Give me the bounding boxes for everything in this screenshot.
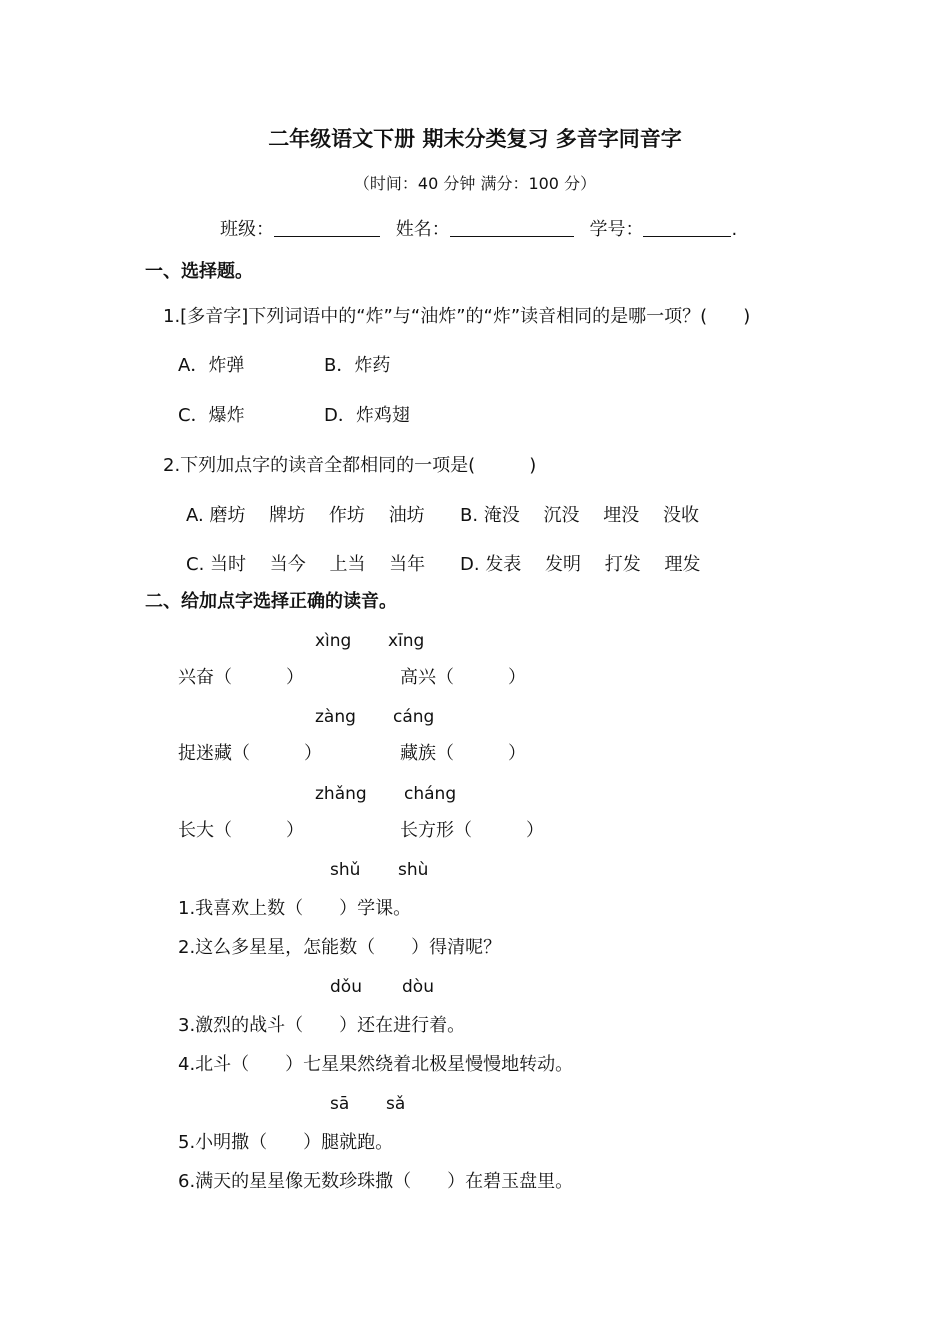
- g4-pinyin-1: shǔ: [330, 860, 361, 880]
- g5-pinyin-1: dǒu: [330, 977, 362, 997]
- q1-text: 1.[多音字]下列词语中的“炸”与“油炸”的“炸”读音相同的是哪一项？( ): [163, 306, 751, 327]
- g2-word-1: 捉迷藏（ ）: [178, 743, 322, 764]
- class-label: 班级：: [220, 219, 274, 240]
- name-blank[interactable]: [450, 218, 574, 237]
- g1-word-2: 高兴（ ）: [400, 667, 526, 688]
- id-blank[interactable]: [643, 218, 731, 237]
- q1-option-a: A．炸弹: [178, 355, 245, 376]
- g6-sentence-1: 5.小明撒（ ）腿就跑。: [178, 1132, 394, 1153]
- g3-word-1: 长大（ ）: [178, 820, 304, 841]
- q1-option-b: B．炸药: [324, 355, 391, 376]
- q1-option-c: C．爆炸: [178, 405, 245, 426]
- g6-pinyin-2: sǎ: [386, 1094, 406, 1114]
- g4-pinyin-2: shù: [398, 860, 429, 880]
- g1-pinyin-1: xìng: [315, 631, 352, 651]
- q1-option-d: D．炸鸡翅: [324, 405, 410, 426]
- g3-pinyin-1: zhǎng: [315, 784, 367, 804]
- class-blank[interactable]: [274, 218, 380, 237]
- q2-option-a: A. 磨坊 牌坊 作坊 油坊: [186, 505, 425, 526]
- page-title: 二年级语文下册 期末分类复习 多音字同音字: [268, 127, 682, 151]
- g5-pinyin-2: dòu: [402, 977, 434, 997]
- g6-pinyin-1: sā: [330, 1094, 350, 1114]
- q2-text: 2.下列加点字的读音全都相同的一项是( ): [163, 455, 537, 476]
- g4-sentence-2: 2.这么多星星，怎能数（ ）得清呢？: [178, 937, 502, 958]
- g6-sentence-2: 6.满天的星星像无数珍珠撒（ ）在碧玉盘里。: [178, 1171, 574, 1192]
- info-end: .: [731, 219, 738, 240]
- g2-pinyin-1: zàng: [315, 707, 356, 727]
- section1-heading: 一、选择题。: [145, 261, 253, 282]
- q2-option-c: C. 当时 当今 上当 当年: [186, 554, 426, 575]
- g2-pinyin-2: cáng: [393, 707, 435, 727]
- g1-pinyin-2: xīng: [388, 631, 425, 651]
- g3-pinyin-2: cháng: [404, 784, 457, 804]
- g2-word-2: 藏族（ ）: [400, 743, 526, 764]
- name-label: 姓名：: [395, 219, 450, 240]
- id-label: 学号：: [589, 219, 644, 240]
- g5-sentence-2: 4.北斗（ ）七星果然绕着北极星慢慢地转动。: [178, 1054, 574, 1075]
- section2-heading: 二、给加点字选择正确的读音。: [145, 591, 397, 612]
- q2-option-d: D. 发表 发明 打发 理发: [460, 554, 701, 575]
- q2-option-b: B. 淹没 沉没 埋没 没收: [460, 505, 699, 526]
- g5-sentence-1: 3.激烈的战斗（ ）还在进行着。: [178, 1015, 466, 1036]
- g3-word-2: 长方形（ ）: [400, 820, 544, 841]
- student-info-line: [220, 218, 737, 241]
- g1-word-1: 兴奋（ ）: [178, 667, 304, 688]
- page-subtitle: （时间：40 分钟 满分：100 分）: [353, 174, 597, 193]
- g4-sentence-1: 1.我喜欢上数（ ）学课。: [178, 898, 412, 919]
